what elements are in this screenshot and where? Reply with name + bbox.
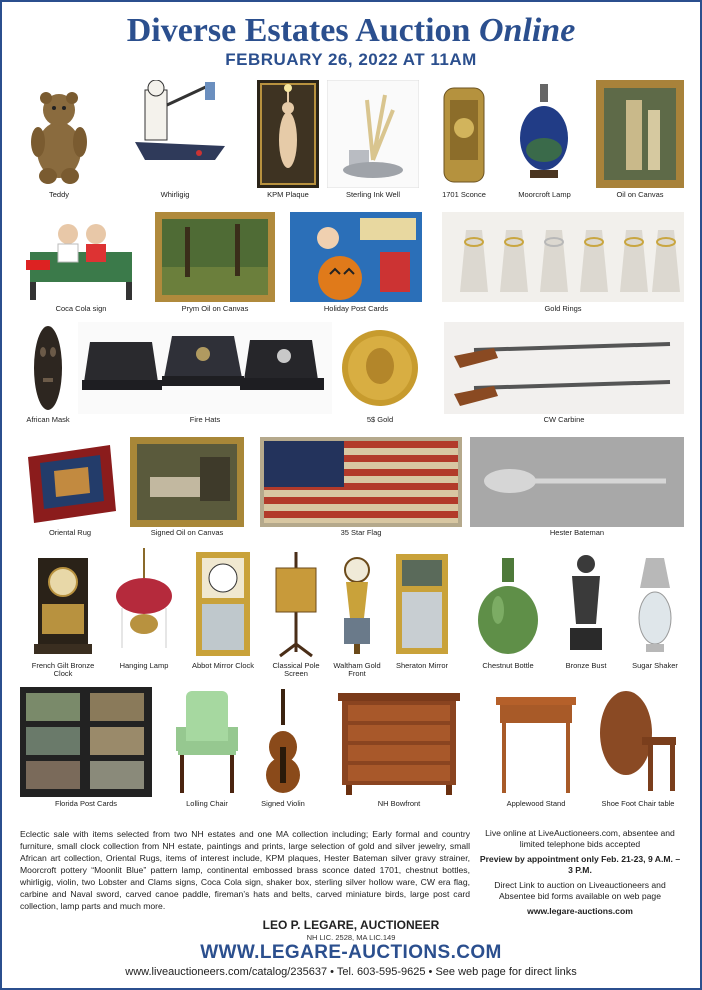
item-photo [257,80,319,188]
item-photo [20,212,142,302]
item-holiday-post-cards [290,212,422,312]
item-caption: 1701 Sconce [442,190,486,199]
item-caption: Shoe Foot Chair table [601,799,675,808]
item-teddy [18,80,100,198]
item-photo [20,437,120,527]
title-main: Diverse Estates Auction [126,12,471,49]
item-caption: Hanging Lamp [119,661,169,670]
item-caption: Signed Oil on Canvas [150,528,224,537]
item-photo [390,548,454,660]
item-caption: Prym Oil on Canvas [181,304,249,313]
item-photo [28,548,98,660]
item-photo [332,548,382,660]
auctioneer-name: LEO P. LEGARE, AUCTIONEER [262,918,440,932]
item-caption: Oil on Canvas [616,190,664,199]
item-caption: NH Bowfront [377,799,421,808]
item-photo [155,212,275,302]
item-signed-oil [130,437,244,539]
item-photo [18,80,100,188]
item-applewood-stand [488,687,584,813]
item-caption: Oriental Rug [48,528,92,537]
item-photo [168,687,246,797]
item-caption: Chestnut Bottle [482,661,534,670]
item-hester-bateman [470,437,684,539]
item-chestnut-bottle [468,548,548,684]
item-photo [470,437,684,527]
license-text: NH LIC. 2528, MA LIC.149 [306,933,396,942]
item-nh-bowfront [332,687,466,813]
item-photo [438,80,490,188]
item-moorcroft-lamp [512,80,577,198]
item-caption: Teddy [48,190,69,199]
item-caption: Sugar Shaker [632,661,678,670]
item-caption: Whirligig [160,190,190,199]
item-photo [327,80,419,188]
item-photo [110,548,178,660]
web-link[interactable]: www.legare-auctions.com [527,906,633,916]
item-fire-hats [78,322,332,434]
item-coca-cola-sign [20,212,142,312]
item-35-star-flag [260,437,462,539]
item-caption: Holiday Post Cards [323,304,389,313]
item-cw-carbine [444,322,684,434]
sale-description: Eclectic sale with items selected from two NH estates and one MA collection including; Early formal and country furniture, small clock collection from NH estate, paintings and prints, large selection of gold and silver jewelry, small African art collection, Oriental Rugs, items of interest include, KPM plaques, Hester Bateman silver gravy strainer, Moorcroft pottery “Moonlit Blue” pattern lamp, continental embossed brass sconce dated 1701, chestnut bottles, whirligig, violin, two Lobster and Clams signs, Coca Cola sign, shaker box, sterling silver hollow ware, CW era flag, carbine and Naval sword, carved canoe paddle, fireman’s hats and belts, carved miniature birds, large post card collection, lamp parts and much more. [20,829,470,911]
item-caption: Florida Post Cards [54,799,118,808]
item-signed-violin [258,687,308,813]
auction-date: FEBRUARY 26, 2022 AT 11AM [225,50,477,69]
item-french-clock [28,548,98,684]
item-prym-oil [155,212,275,312]
live-online-text: Live online at LiveAuctioneers.com, absentee and limited telephone bids accepted [485,828,675,849]
item-caption: Coca Cola sign [55,304,107,313]
item-photo [626,548,684,660]
item-sterling-ink-well [327,80,419,198]
item-oriental-rug [20,437,120,539]
item-caption: Fire Hats [189,415,221,424]
item-caption: 35 Star Flag [340,528,382,537]
item-florida-post-cards [20,687,152,813]
item-caption: Bronze Bust [565,661,607,670]
item-african-mask [26,322,70,434]
item-photo [188,548,258,660]
item-caption: Sterling Ink Well [345,190,401,199]
item-caption: Hester Bateman [549,528,605,537]
item-oil-on-canvas [596,80,684,198]
item-photo [468,548,548,660]
item-gold-rings [442,212,684,312]
item-caption: Signed Violin [261,799,305,808]
item-photo [268,548,324,660]
item-caption: Waltham Gold Front [333,661,381,678]
page-title [2,12,700,50]
item-caption: Lolling Chair [186,799,228,808]
title-emphasis: Online [478,12,576,49]
item-caption: Gold Rings [544,304,582,313]
item-5-gold [335,322,425,434]
item-photo [592,687,684,797]
item-hanging-lamp [110,548,178,684]
item-photo [442,212,684,302]
item-caption: Abbot Mirror Clock [191,661,255,670]
item-photo [130,437,244,527]
item-photo [78,322,332,414]
item-shoe-foot-chair-table [592,687,684,813]
item-photo [290,212,422,302]
item-lolling-chair [168,687,246,813]
item-caption: French Gilt Bronze Clock [31,661,95,678]
item-caption: Applewood Stand [506,799,566,808]
item-photo [444,322,684,414]
item-sheraton-mirror [390,548,454,684]
item-photo [512,80,577,188]
item-whirligig [115,80,235,198]
item-classical-pole-screen [268,548,324,684]
bidding-info [478,828,682,921]
item-abbot-mirror-clock [188,548,258,684]
item-waltham-gold-front [332,548,382,684]
item-photo [20,687,152,797]
item-photo [260,437,462,527]
item-caption: Moorcroft Lamp [518,190,571,199]
item-photo [258,687,308,797]
item-caption: 5$ Gold [366,415,394,424]
item-photo [115,80,235,188]
direct-link-text: Direct Link to auction on Liveauctioneers and Absentee bid forms available on web page [494,880,666,901]
item-photo [488,687,584,797]
item-photo [332,687,466,797]
item-caption: CW Carbine [543,415,585,424]
item-caption: KPM Plaque [267,190,309,199]
item-caption: African Mask [26,415,70,424]
item-photo [596,80,684,188]
item-kpm-plaque [257,80,319,198]
item-photo [335,322,425,414]
website-link[interactable]: WWW.LEGARE-AUCTIONS.COM [200,942,502,963]
item-caption: Sheraton Mirror [395,661,449,670]
item-photo [29,322,67,414]
item-photo [560,548,612,660]
contact-line: www.liveauctioneers.com/catalog/235637 • Tel. 603-595-9625 • See web page for direct links [125,966,577,978]
item-caption: Classical Pole Screen [272,661,320,678]
item-1701-sconce [438,80,490,198]
item-sugar-shaker [626,548,684,684]
preview-text: Preview by appointment only Feb. 21-23, 9 A.M. – 3 P.M. [479,854,681,875]
item-bronze-bust [560,548,612,684]
